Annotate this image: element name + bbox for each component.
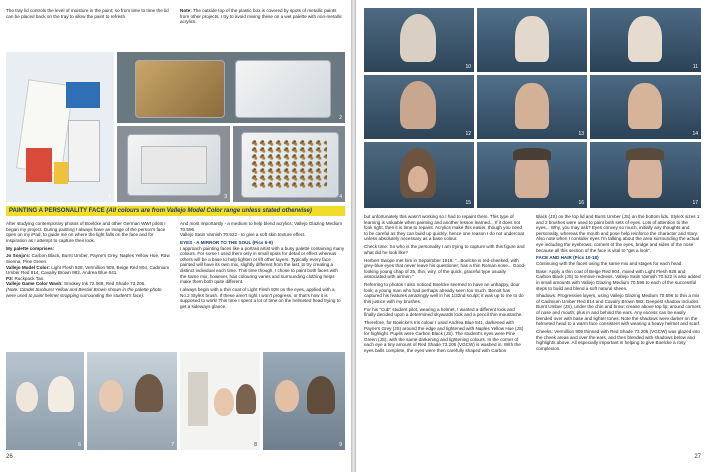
photo-number: 8 <box>254 442 257 448</box>
photo-head-13 <box>477 75 587 139</box>
photo-heads-7 <box>87 352 177 450</box>
palette-label: Vallejo Game Color Wash: <box>6 281 63 287</box>
photo-number: 11 <box>692 64 698 70</box>
photo-tray-sponge <box>117 126 230 202</box>
left-page <box>0 0 351 472</box>
note-label: Note: <box>180 8 192 13</box>
head-sculpt <box>16 382 38 412</box>
paragraph: Herbert Swope met him in September 1916: "...Boelcke is red-cheeked, with grey-blue eyes that never leave his questioner; has a thin Roman nose... Good-looking young chap of 25, thin, wiry, of the quick, graceful type usually associated with airmen." <box>364 257 526 280</box>
paragraph: Referring to photos I also noticed Boelcke seemed to have an unhappy, dour look; a young man who had perhaps already seen too much. Benoit has captured his features amazingly well in his 1/32nd sculpt; it was up to me to do this justice with my brushes. <box>364 282 524 304</box>
paragraph: but unfortunately this wasn't working so I had to repaint them. This type of learning is valuable when painting and another lesson learned... If it does not look right, then it is time to repaint. Acrylics make this easier, though you need to be careful as they can build up quickly, hence one reason I do not undercoat unless absolutely necessary as a base colour. <box>364 214 525 242</box>
palette-label: Vallejo Model Color: <box>6 264 50 270</box>
palette-text: Smokey Ink 72.068, Red Shade 73.206. <box>64 281 146 287</box>
plastic-tray <box>235 60 331 118</box>
paragraph: Vallejo Satin Varnish 70.522 - to give a soft skin texture effect. <box>180 232 306 238</box>
right-page <box>356 0 709 472</box>
photo-number: 2 <box>339 115 342 121</box>
head-sculpt <box>515 16 549 62</box>
yellow-item <box>54 162 68 184</box>
stand <box>188 372 208 426</box>
palette-note: (Note: Citadel Sunburst Yellow and Bestial Brown shown in the palette photo were used to paint helmet strapping surrounding the student's face). <box>6 286 162 298</box>
intro-paragraph: The tray lid controls the level of moisture in the paint; so from time to time the lid can be placed back on the tray to allow the paint to refresh. <box>6 8 169 19</box>
eyes-heading: EYES - A MIRROR TO THE SOUL (Pics 6-9) <box>180 239 273 245</box>
photo-head-11a <box>477 8 587 72</box>
photo-head-11 <box>590 8 701 72</box>
head-sculpt <box>214 388 234 416</box>
palette-text: Ruckpack Tan. <box>14 275 45 281</box>
paragraph: After studying contemporary photos of Boelcke and other German WWI pilots I began my project. During painting I always have an image of the person's face open on my iPad, to guide me on where the light falls on the face and for inspiration as I attempt to capture their look. <box>6 221 166 243</box>
photo-head-10 <box>364 8 474 72</box>
note-body: The outside top of the plastic box is covered by spots of metallic paints from other projects. I try to avoid mixing these on a wet palette with non-metallic acrylics. <box>180 8 343 25</box>
photo-palette-paints <box>233 126 345 202</box>
head-sculpt <box>99 380 123 412</box>
photo-number: 9 <box>339 442 342 448</box>
helmet-sculpt <box>400 14 436 62</box>
section-heading-bar <box>6 206 345 216</box>
palette-text: Carbon Black, Burnt Umber, Payne's Grey, Naples Yellow Hue, Raw Sienna, Pine Green. <box>6 253 170 264</box>
head-sculpt <box>628 83 662 129</box>
paragraph: Continuing with the faces using the same mix and stages for each head. <box>536 260 683 266</box>
helmet-sculpt <box>135 374 163 412</box>
photo-head-16 <box>477 142 587 208</box>
photo-head-14 <box>590 75 701 139</box>
right-column-2 <box>536 214 701 450</box>
paragraph: Base: Apply a thin coat of Beige Red 804, mixed with Light Flesh 928 and Carbon Black (JS) to remove redness. Vallejo Satin Varnish 70.522 is also added in small amounts with Vallejo Glazing Medium 70.596 to each of the successful steps to build and blend a soft natural sheen. <box>536 268 701 291</box>
helmet-sculpt <box>236 384 256 414</box>
palette-title: My palette comprises: <box>6 245 55 251</box>
head-sculpt <box>628 16 662 62</box>
palette-label: Jo Sonja's: <box>6 253 31 259</box>
sponge-paper <box>141 146 207 184</box>
photo-heads-9 <box>263 352 345 450</box>
helmet-sculpt <box>400 81 436 129</box>
photo-number: 14 <box>692 131 698 137</box>
photo-head-17 <box>590 142 701 208</box>
head-sculpt <box>515 83 549 129</box>
paper-sheet <box>68 120 100 182</box>
photo-head-15 <box>364 142 474 208</box>
paragraph: For his "Cub" student pilot, wearing a helmet, I wanted a different look and finally decided upon a determined skywards look and a pencil thin moustache. <box>364 306 523 318</box>
page-number: 27 <box>694 454 701 460</box>
photo-heads-6 <box>6 352 84 450</box>
paragraph: Black (JS) on the top lid and Burnt Umber (JS) on the bottom lids. StyleX sizes 1 and 2 brushes were used to paint both sets of eyes. Lots of attention to the eyes... Why, you may ask? Eyes convey so much, initially any thoughts and personality, whereas the mouth and pose help reinforce the character and story. Also note when I consider eyes I'm talking about the area surrounding the actual eye including the eyebrows, corners of the eyes, bridge and sides of the nose because all this section of the face is vital to "get a look". <box>536 214 700 253</box>
photo-number: 12 <box>465 131 471 137</box>
photo-palette-setup <box>6 52 114 202</box>
face <box>408 166 428 192</box>
photo-number: 6 <box>78 442 81 448</box>
bottle-box <box>66 82 100 108</box>
paint-spots <box>251 140 327 188</box>
head-sculpt <box>275 380 299 412</box>
photo-head-12 <box>364 75 474 139</box>
left-column-2 <box>180 221 345 346</box>
hair <box>513 148 551 160</box>
helmet-sculpt <box>48 376 74 412</box>
paragraph: And most importantly - a medium to help blend acrylics: Vallejo Glazing Medium 70.596. <box>180 221 343 232</box>
page-number: 26 <box>6 454 13 460</box>
right-column-1 <box>364 214 527 450</box>
face-heading: FACE AND HAIR (Pics 10-18) <box>536 255 599 261</box>
red-item <box>26 148 52 182</box>
section-title: PAINTING A PERSONALITY FACE <box>9 208 105 214</box>
photo-number: 7 <box>171 442 174 448</box>
photo-number: 3 <box>224 194 227 200</box>
palette-label: P3: <box>6 275 14 281</box>
photo-number: 15 <box>465 200 471 206</box>
paragraph: Therefore, for Boelcke's Iris colour I used Andrea Blue 841, darkened with Payne's Grey (JS) around the edge and lightened with Naples Yellow Hue (JS) for highlight. Pupils were Carbon Black (JS). The student's eyes were Pine Green (JS), with the same darkening and lightening colours. In the corner of each eye a tiny amount of Red Shade 73.206 (VGCW) is washed in. With the eyes balls complete, the eyes were then carefully shaped with Carbon <box>364 320 524 353</box>
intro-text <box>6 8 170 30</box>
photo-number: 4 <box>339 194 342 200</box>
section-subtitle: (All colours are from Vallejo Model Color range unless stated otherwise) <box>106 208 312 214</box>
photo-number: 17 <box>692 200 698 206</box>
paragraph: Shadows: Progressive layers, using Vallejo Glazing Medium 70.596 to thin a mix of Cadmium Umber Red 814 and Cavalry Brown 982. Deepest shadow includes Burnt Umber (JS), under the chin and brow; crease above top lip; around corners of nose and mouth; plus in and behind the ears. Any excess can be easily blended over with base and lighter tones. Note the shadows were darker on the helmeted head to a warm face consistent with wearing a heavy helmet and scarf. <box>536 293 701 327</box>
cork-board <box>135 60 225 118</box>
paragraph: I approach painting faces like a portrait artist with a busy palette containing many colours. For some I used them only in small spots for detail or effect whereas others will be a base to help lighten or lift other layers. Typically every face painted will have its own mix, slightly different from the last, to try creating a distinct individual each time. This time though, I chose to paint both faces with the same mix, however, hair colouring varies and surrounding clothing helps make them both quite different. <box>180 245 345 285</box>
palette-text: Light Flesh 928, Vermillion 909, Beige Red 804, Cadmium Umber Red 814, Cavalry Brown 982, Andrea Blue 841. <box>6 264 170 276</box>
hair <box>626 148 664 160</box>
photo-number: 13 <box>578 131 584 137</box>
photo-heads-8 <box>180 352 260 450</box>
photo-empty-tray <box>117 52 345 123</box>
paragraph: Check time: So who is the personality I am trying to capture with this figure and what did he look like? <box>364 244 525 255</box>
paragraph: I always begin with a thin coat of Light Flesh 928 on the eyes, applied with a No.2 StyleX brush. If these aren't right I won't progress, or that's how it is supposed to work! This time I spent a lot of time on the helmeted head trying to get a sideways glance, <box>180 286 341 309</box>
paragraph: Cheeks: Vermillion 909 thinned with Red Shade 73.206 (VGCW) was glazed into the cheek areas and over the ears, and then blended with shadows below and highlights above. All especially important in helping to give Boelcke a rosy complexion. <box>536 329 700 351</box>
helmet-sculpt <box>307 376 335 414</box>
note-text <box>180 8 344 36</box>
photo-number: 1 <box>108 194 111 200</box>
photo-number: 16 <box>578 200 584 206</box>
photo-number: 10 <box>465 64 471 70</box>
left-column-1 <box>6 221 170 346</box>
